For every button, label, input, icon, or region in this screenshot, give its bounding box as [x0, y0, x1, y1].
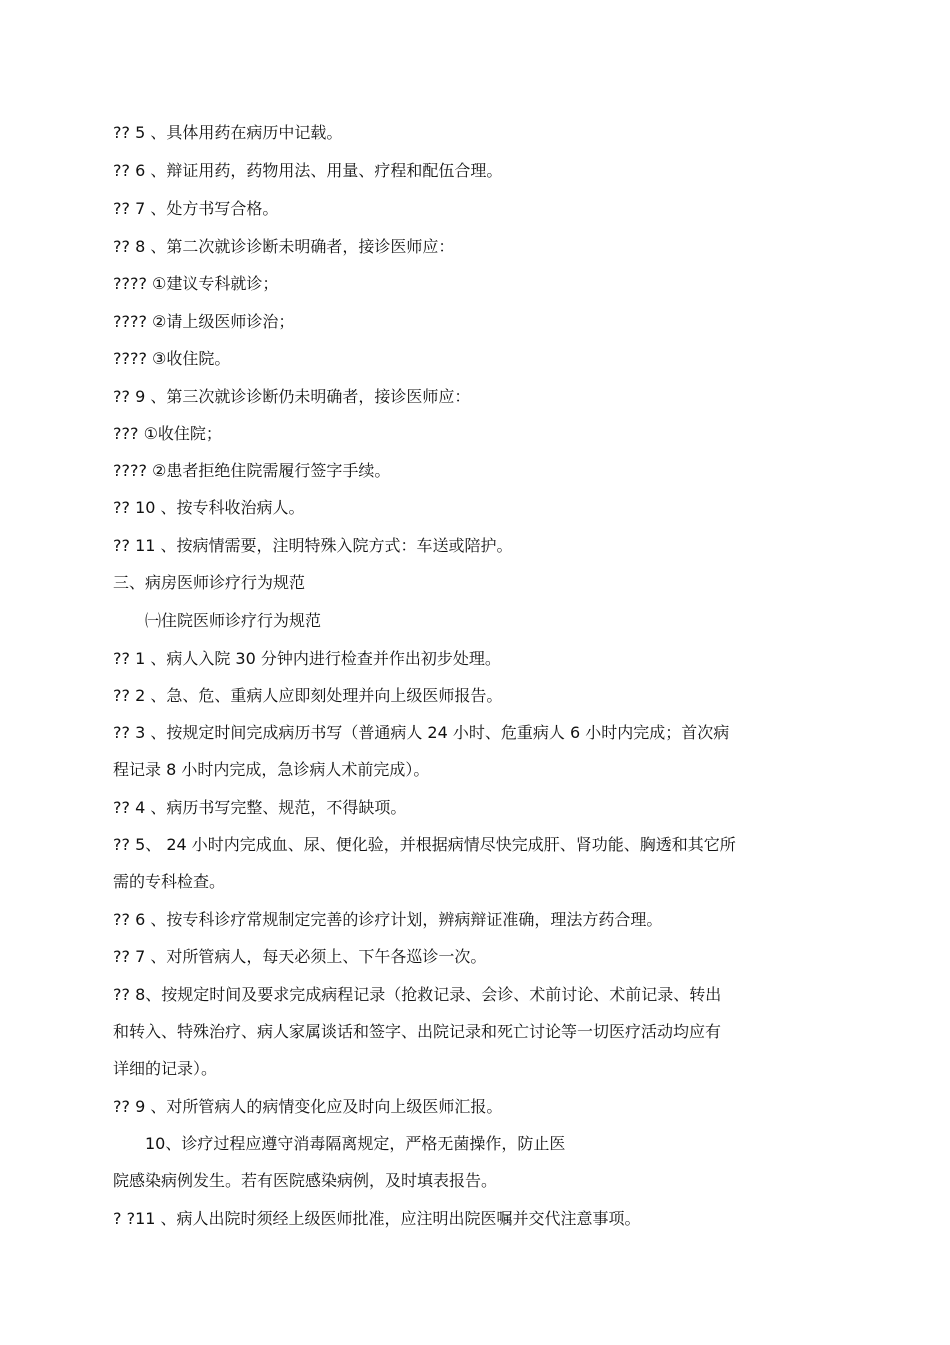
text-line: ?? 9 、对所管病人的病情变化应及时向上级医师汇报。 — [113, 1097, 503, 1116]
text-line: ?? 9 、第三次就诊诊断仍未明确者，接诊医师应： — [113, 387, 471, 406]
text-line: ?? 8、按规定时间及要求完成病程记录（抢救记录、会诊、术前讨论、术前记录、转出 — [113, 985, 722, 1004]
text-line: ?? 1 、病人入院 30 分钟内进行检查并作出初步处理。 — [113, 649, 501, 668]
text-line: ?? 11 、按病情需要，注明特殊入院方式：车送或陪护。 — [113, 536, 513, 555]
text-line: ???? ①建议专科就诊； — [113, 274, 279, 293]
text-line: ? ?11 、病人出院时须经上级医师批准，应注明出院医嘱并交代注意事项。 — [113, 1209, 641, 1228]
text-line: ?? 8 、第二次就诊诊断未明确者，接诊医师应： — [113, 237, 455, 256]
text-line: ?? 6 、按专科诊疗常规制定完善的诊疗计划，辨病辩证准确，理法方药合理。 — [113, 910, 663, 929]
text-line: ???? ③收住院。 — [113, 349, 231, 368]
text-line: 和转入、特殊治疗、病人家属谈话和签字、出院记录和死亡讨论等一切医疗活动均应有 — [113, 1022, 722, 1041]
text-line: ?? 5、 24 小时内完成血、尿、便化验，并根据病情尽快完成肝、肾功能、胸透和其它所 — [113, 835, 736, 854]
text-line: ???? ②患者拒绝住院需履行签字手续。 — [113, 461, 391, 480]
text-line: 院感染病例发生。若有医院感染病例，及时填表报告。 — [113, 1171, 498, 1190]
text-line: ?? 7 、处方书写合格。 — [113, 199, 279, 218]
text-line: ??? ①收住院； — [113, 424, 222, 443]
section-heading: 三、病房医师诊疗行为规范 — [113, 573, 306, 592]
text-line: 10、诊疗过程应遵守消毒隔离规定，严格无菌操作，防止医 — [145, 1134, 566, 1153]
text-line: ?? 2 、急、危、重病人应即刻处理并向上级医师报告。 — [113, 686, 503, 705]
text-line: ?? 4 、病历书写完整、规范，不得缺项。 — [113, 798, 407, 817]
text-line: ?? 7 、对所管病人，每天必须上、下午各巡诊一次。 — [113, 947, 487, 966]
text-line: 程记录 8 小时内完成，急诊病人术前完成）。 — [113, 760, 430, 779]
text-line: ?? 5 、具体用药在病历中记载。 — [113, 123, 343, 142]
text-line: 详细的记录）。 — [113, 1059, 218, 1078]
text-line: ?? 10 、按专科收治病人。 — [113, 498, 305, 517]
text-line: 需的专科检查。 — [113, 872, 226, 891]
text-line: ?? 3 、按规定时间完成病历书写（普通病人 24 小时、危重病人 6 小时内完成；首次病 — [113, 723, 730, 742]
text-line: ???? ②请上级医师诊治； — [113, 312, 295, 331]
subsection-heading: ㈠住院医师诊疗行为规范 — [145, 611, 322, 630]
text-line: ?? 6 、辩证用药，药物用法、用量、疗程和配伍合理。 — [113, 161, 503, 180]
